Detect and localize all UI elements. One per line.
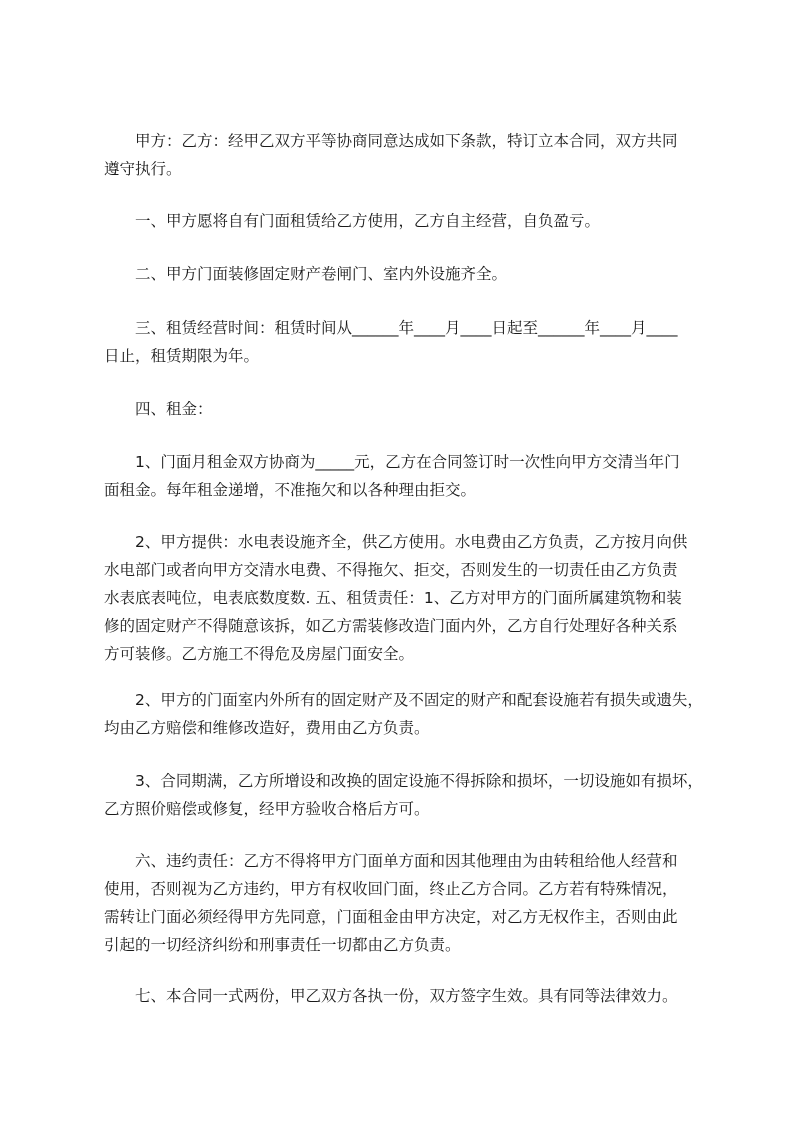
text-line: 日止，租赁期限为年。 bbox=[104, 347, 260, 365]
paragraph-clause-7 bbox=[104, 982, 724, 1010]
text-line: 需转让门面必须经得甲方先同意，门面租金由甲方决定，对乙方无权作主，否则由此 bbox=[104, 908, 678, 926]
paragraph-clause-4 bbox=[104, 395, 724, 423]
text-line: 三、租赁经营时间：租赁时间从______年____月____日起至______年____月____ bbox=[104, 319, 678, 337]
paragraph-clause-1 bbox=[104, 207, 724, 235]
paragraph-preamble bbox=[104, 127, 724, 183]
text-line: 一、甲方愿将自有门面租赁给乙方使用，乙方自主经营，自负盈亏。 bbox=[104, 212, 601, 230]
text-line: 修的固定财产不得随意该拆，如乙方需装修改造门面内外，乙方自行处理好各种关系 bbox=[104, 617, 678, 635]
text-line: 3、合同期满，乙方所增设和改换的固定设施不得拆除和损坏，一切设施如有损坏， bbox=[104, 772, 703, 790]
text-line: 六、违约责任：乙方不得将甲方门面单方面和因其他理由为由转租给他人经营和 bbox=[104, 852, 678, 870]
text-line: 水电部门或者向甲方交清水电费、不得拖欠、拒交，否则发生的一切责任由乙方负责 bbox=[104, 561, 678, 579]
paragraph-clause-3 bbox=[104, 314, 724, 370]
paragraph-clause-5-3 bbox=[104, 767, 724, 823]
text-line: 乙方照价赔偿或修复，经甲方验收合格后方可。 bbox=[104, 800, 430, 818]
text-line: 二、甲方门面装修固定财产卷闸门、室内外设施齐全。 bbox=[104, 265, 508, 283]
text-line: 遵守执行。 bbox=[104, 160, 182, 178]
text-line: 水表底表吨位，电表底数度数. 五、租赁责任：1、乙方对甲方的门面所属建筑物和装 bbox=[104, 589, 682, 607]
text-line: 四、租金： bbox=[104, 400, 213, 418]
text-line: 均由乙方赔偿和维修改造好，费用由乙方负责。 bbox=[104, 719, 430, 737]
text-line: 引起的一切经济纠纷和刑事责任一切都由乙方负责。 bbox=[104, 936, 461, 954]
paragraph-clause-6 bbox=[104, 847, 724, 959]
text-line: 使用，否则视为乙方违约，甲方有权收回门面，终止乙方合同。乙方若有特殊情况， bbox=[104, 880, 678, 898]
paragraph-clause-5-2 bbox=[104, 686, 724, 742]
text-line: 2、甲方的门面室内外所有的固定财产及不固定的财产和配套设施若有损失或遗失， bbox=[104, 691, 703, 709]
text-line: 七、本合同一式两份，甲乙双方各执一份，双方签字生效。具有同等法律效力。 bbox=[104, 987, 678, 1005]
paragraph-clause-2 bbox=[104, 260, 724, 288]
text-line: 2、甲方提供：水电表设施齐全，供乙方使用。水电费由乙方负责，乙方按月向供 bbox=[104, 533, 688, 551]
text-line: 方可装修。乙方施工不得危及房屋门面安全。 bbox=[104, 645, 415, 663]
text-line: 面租金。每年租金递增，不准拖欠和以各种理由拒交。 bbox=[104, 481, 477, 499]
text-line: 1、门面月租金双方协商为_____元，乙方在合同签订时一次性向甲方交清当年门 bbox=[104, 453, 680, 471]
text-line: 甲方：乙方：经甲乙双方平等协商同意达成如下条款，特订立本合同，双方共同 bbox=[104, 132, 678, 150]
paragraph-clause-4-2 bbox=[104, 528, 724, 668]
paragraph-clause-4-1 bbox=[104, 448, 724, 504]
